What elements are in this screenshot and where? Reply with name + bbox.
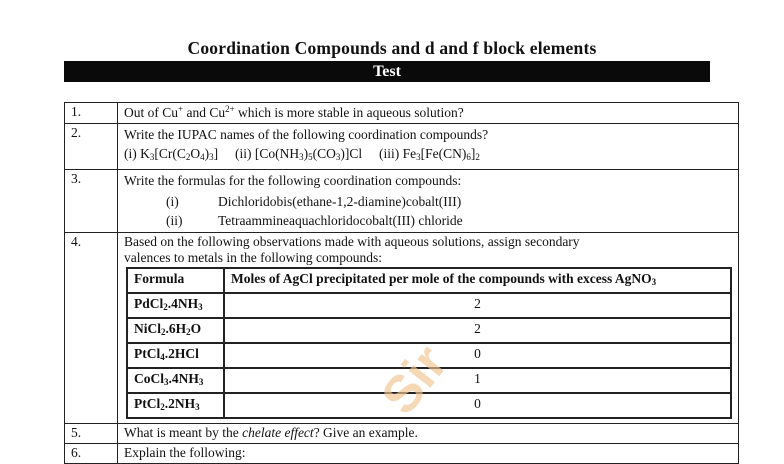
question-row-4: [65, 233, 739, 424]
table-row: $PdCl_2.4NH_3$ 2: [127, 293, 731, 318]
question-text: Write the IUPAC names of the following coordination compounds? (i) $K_3[Cr(C_2O_4)_3]$ (ii) $[Co(NH_3)_5(CO_3)]Cl$ (iii) $Fe_3[Fe(CN)_6]_2$: [118, 124, 739, 170]
list-item: (i) Dichloridobis(ethane-1,2-diamine)cobalt(III): [166, 194, 462, 209]
questions-table: [64, 102, 739, 464]
column-header: Moles of AgCl precipitated per mole of the compounds with excess AgNO$_3$: [224, 268, 731, 293]
table-row: $PtCl_2.2NH_3$ 0: [127, 393, 731, 418]
question-row-2: [65, 124, 739, 170]
option-3: (iii) $Fe_3[Fe(CN)_6]_2$: [379, 146, 480, 162]
compound-options: [124, 144, 732, 167]
question-number: 5.: [65, 424, 118, 444]
test-banner: Test: [64, 61, 710, 82]
watermark: Sir: [370, 334, 459, 426]
page-title: Coordination Compounds and d and f block elements: [187, 38, 597, 58]
observations-table: [126, 267, 732, 419]
question-text: Explain the following:: [118, 444, 739, 464]
option-2: (ii) $[Co(NH_3)_5(CO_3)]Cl$: [235, 146, 363, 162]
column-header: Formula: [127, 268, 224, 293]
question-text: Out of Cu+ and $Cu^{2+}$ which is more stable in aqueous solution?: [118, 103, 739, 124]
question-number: 1.: [65, 103, 118, 124]
question-number: 6.: [65, 444, 118, 464]
table-row: $NiCl_2.6H_2O$ 2: [127, 318, 731, 343]
question-text: Based on the following observations made with aqueous solutions, assign secondary valences to metals in the following compounds: Formula Moles of AgCl precipitated per mole of the compounds with excess AgNO$_3$ $PdCl_2.4NH_3$ 2 $NiCl_2.6H_2O$ 2 PtCl$_4$.2HCl 0 $CoCl_3.4NH_3$ 1 $PtCl_2.2NH_3$ 0: [118, 233, 739, 424]
question-number: 4.: [65, 233, 118, 424]
option-1: (i) $K_3[Cr(C_2O_4)_3]$: [124, 146, 219, 162]
question-number: 2.: [65, 124, 118, 170]
question-row-3: [65, 170, 739, 233]
table-row: PtCl$_4$.2HCl 0: [127, 343, 731, 368]
question-row-6: [65, 444, 739, 464]
question-number: 3.: [65, 170, 118, 233]
question-text: What is meant by the chelate effect? Give an example.: [118, 424, 739, 444]
question-text: Write the formulas for the following coordination compounds: (i) Dichloridobis(ethane-1,2-diamine)cobalt(III) (ii) Tetraammineaquachloridocobalt(III) chloride: [118, 170, 739, 233]
table-header-row: [127, 268, 731, 293]
question-row-1: [65, 103, 739, 124]
table-row: $CoCl_3.4NH_3$ 1: [127, 368, 731, 393]
list-item: (ii) Tetraammineaquachloridocobalt(III) chloride: [166, 213, 463, 228]
